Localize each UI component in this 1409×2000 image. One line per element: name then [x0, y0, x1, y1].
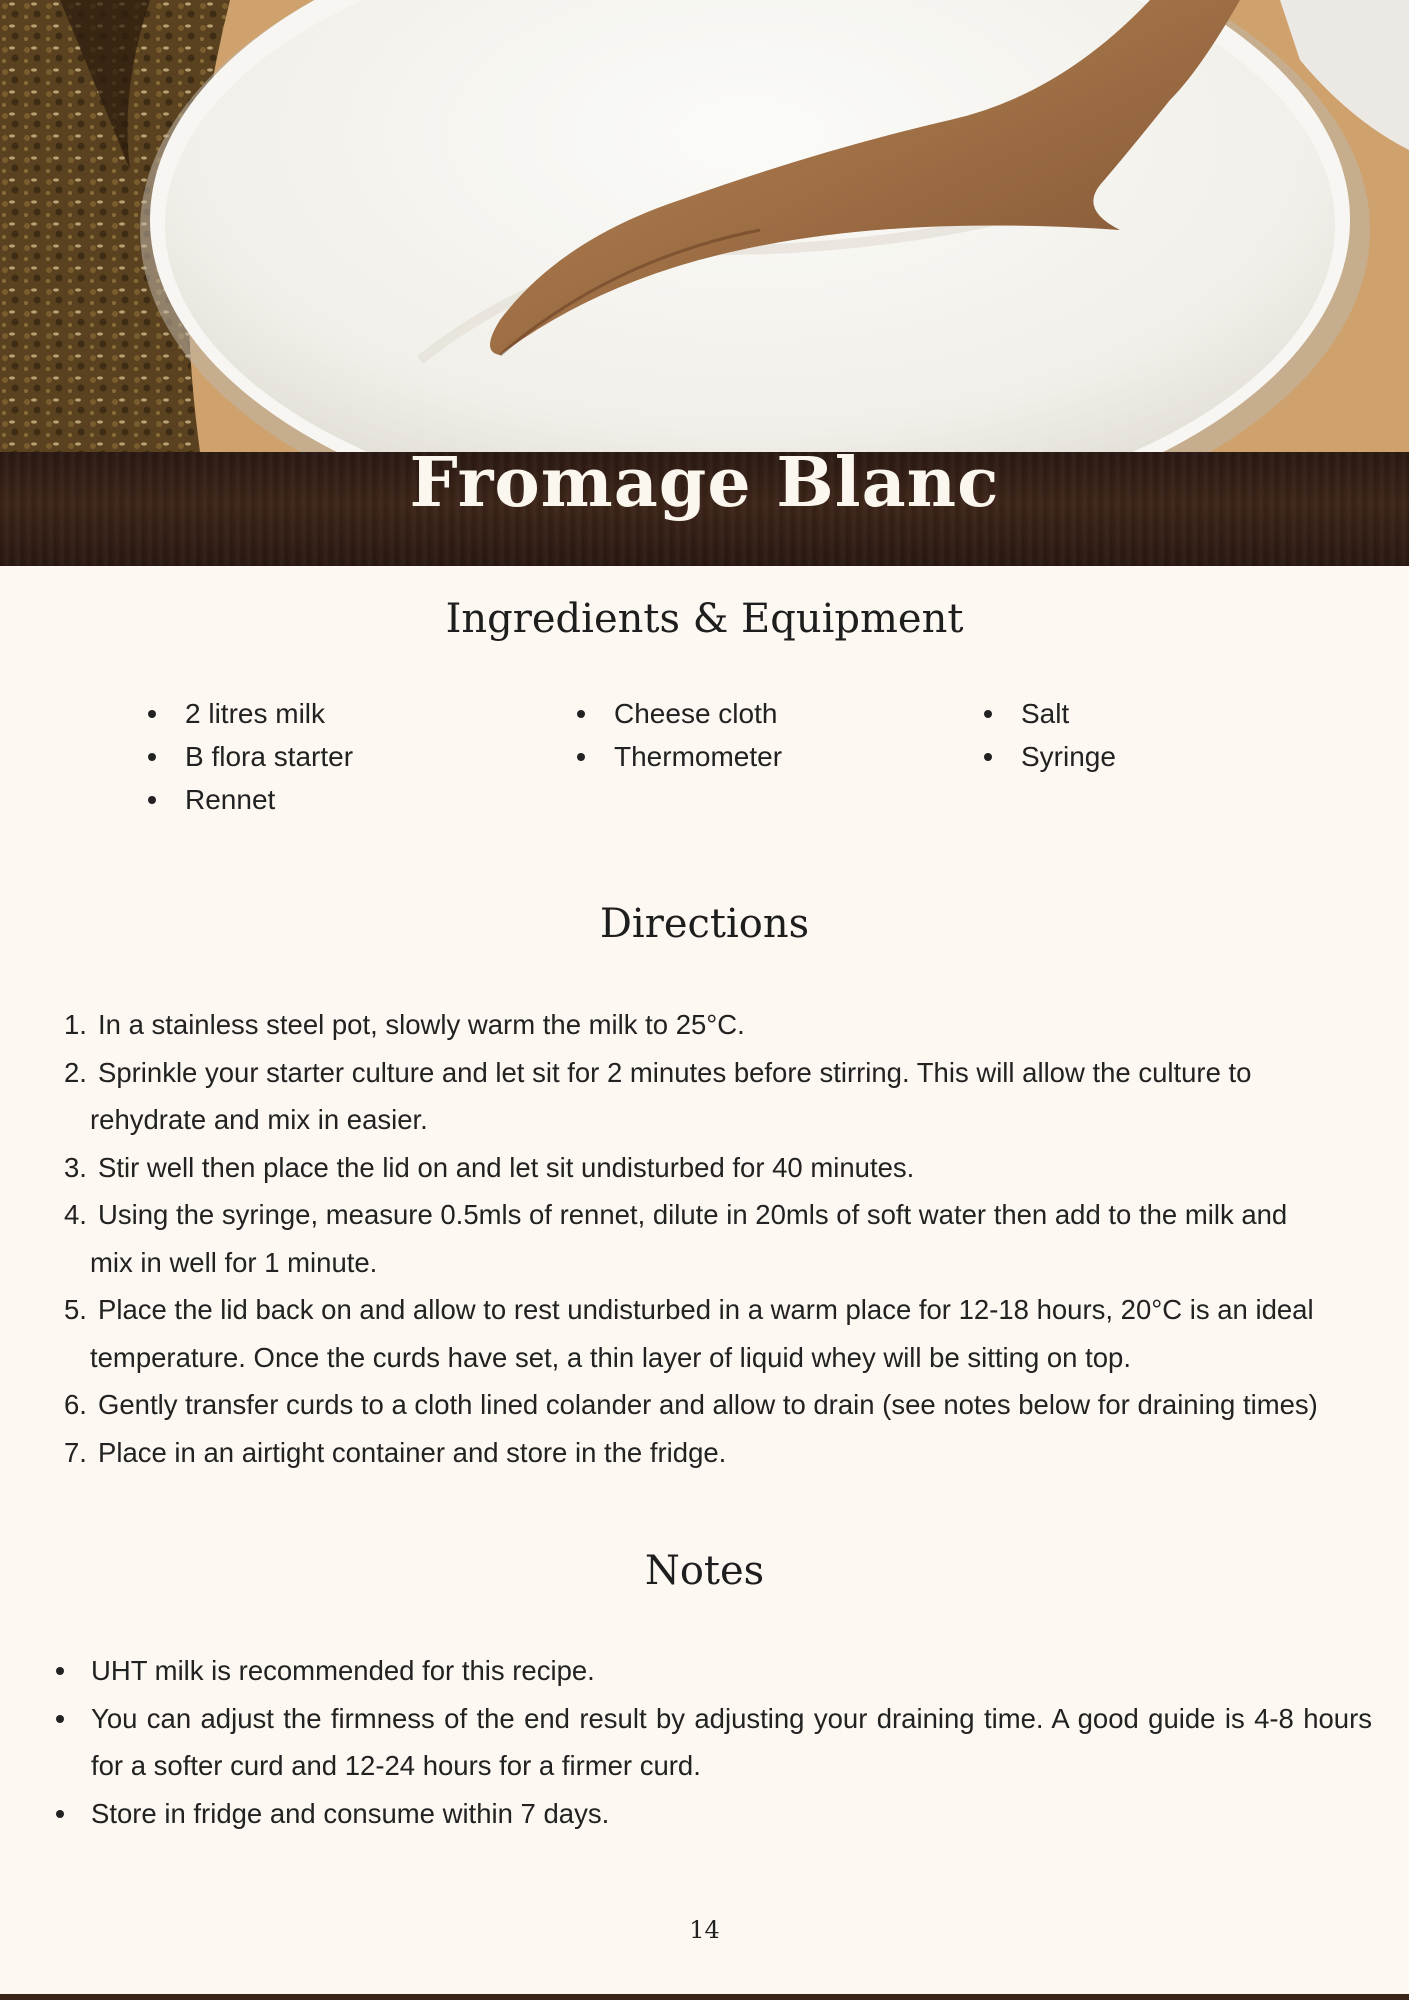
ingredient-item: B flora starter: [148, 735, 353, 778]
title-band: [0, 443, 1409, 566]
step-text: Sprinkle your starter culture and let sit for 2 minutes before stirring. This will allow the culture to: [98, 1056, 1252, 1088]
directions-heading: Directions: [599, 901, 810, 947]
page-title: Fromage Blanc: [409, 443, 1000, 524]
step-number: 4.: [64, 1199, 87, 1230]
step-text: Place the lid back on and allow to rest undisturbed in a warm place for 12-18 hours, 20°C is an ideal: [98, 1294, 1314, 1325]
directions-list: [64, 1001, 1364, 1476]
ingredients-column-2: [577, 692, 782, 778]
direction-step: [64, 1191, 1364, 1286]
notes-heading: Notes: [644, 1548, 765, 1594]
equipment-item: Thermometer: [577, 735, 782, 778]
ingredients-column-3: [984, 692, 1116, 778]
direction-step: [64, 1381, 1364, 1429]
equipment-item: Cheese cloth: [577, 692, 782, 735]
equipment-item: Syringe: [984, 735, 1116, 778]
step-number: 2.: [64, 1056, 87, 1088]
step-number: 6.: [64, 1389, 87, 1420]
step-number: 5.: [64, 1294, 87, 1325]
direction-step: [64, 1429, 1364, 1477]
bottom-decorative-strip: [0, 1994, 1409, 2000]
step-text-continued: temperature. Once the curds have set, a thin layer of liquid whey will be sitting on top.: [90, 1341, 1131, 1373]
ingredient-item: Rennet: [148, 778, 353, 821]
step-text-continued: rehydrate and mix in easier.: [90, 1104, 428, 1135]
ingredients-heading: Ingredients & Equipment: [445, 596, 964, 642]
note-item: You can adjust the firmness of the end result by adjusting your draining time. A good guide is 4-8 hours for a softer curd and 12-24 hours for a firmer curd.: [54, 1695, 1372, 1790]
step-text-continued: mix in well for 1 minute.: [90, 1246, 378, 1278]
direction-step: [64, 1144, 1364, 1192]
step-text: Gently transfer curds to a cloth lined colander and allow to drain (see notes below for draining times): [98, 1389, 1318, 1420]
ingredients-column-1: [148, 692, 353, 821]
direction-step: [64, 1001, 1364, 1049]
step-text: Using the syringe, measure 0.5mls of rennet, dilute in 20mls of soft water then add to the milk and: [98, 1199, 1288, 1230]
step-text: In a stainless steel pot, slowly warm the milk to 25°C.: [98, 1009, 745, 1040]
step-number: 3.: [64, 1151, 87, 1183]
ingredient-item: 2 litres milk: [148, 692, 353, 735]
note-item: UHT milk is recommended for this recipe.: [54, 1647, 1372, 1695]
direction-step: [64, 1049, 1364, 1144]
step-text: Stir well then place the lid on and let sit undisturbed for 40 minutes.: [98, 1151, 915, 1183]
ingredient-item: Salt: [984, 692, 1116, 735]
note-item: Store in fridge and consume within 7 days.: [54, 1790, 1372, 1838]
cheese-bowl-illustration: [0, 0, 1409, 452]
hero-photo: [0, 0, 1409, 452]
step-number: 1.: [64, 1009, 87, 1040]
notes-list: [54, 1647, 1372, 1837]
page-number: 14: [689, 1916, 720, 1944]
step-number: 7.: [64, 1436, 87, 1468]
direction-step: [64, 1286, 1364, 1381]
step-text: Place in an airtight container and store in the fridge.: [98, 1436, 727, 1468]
